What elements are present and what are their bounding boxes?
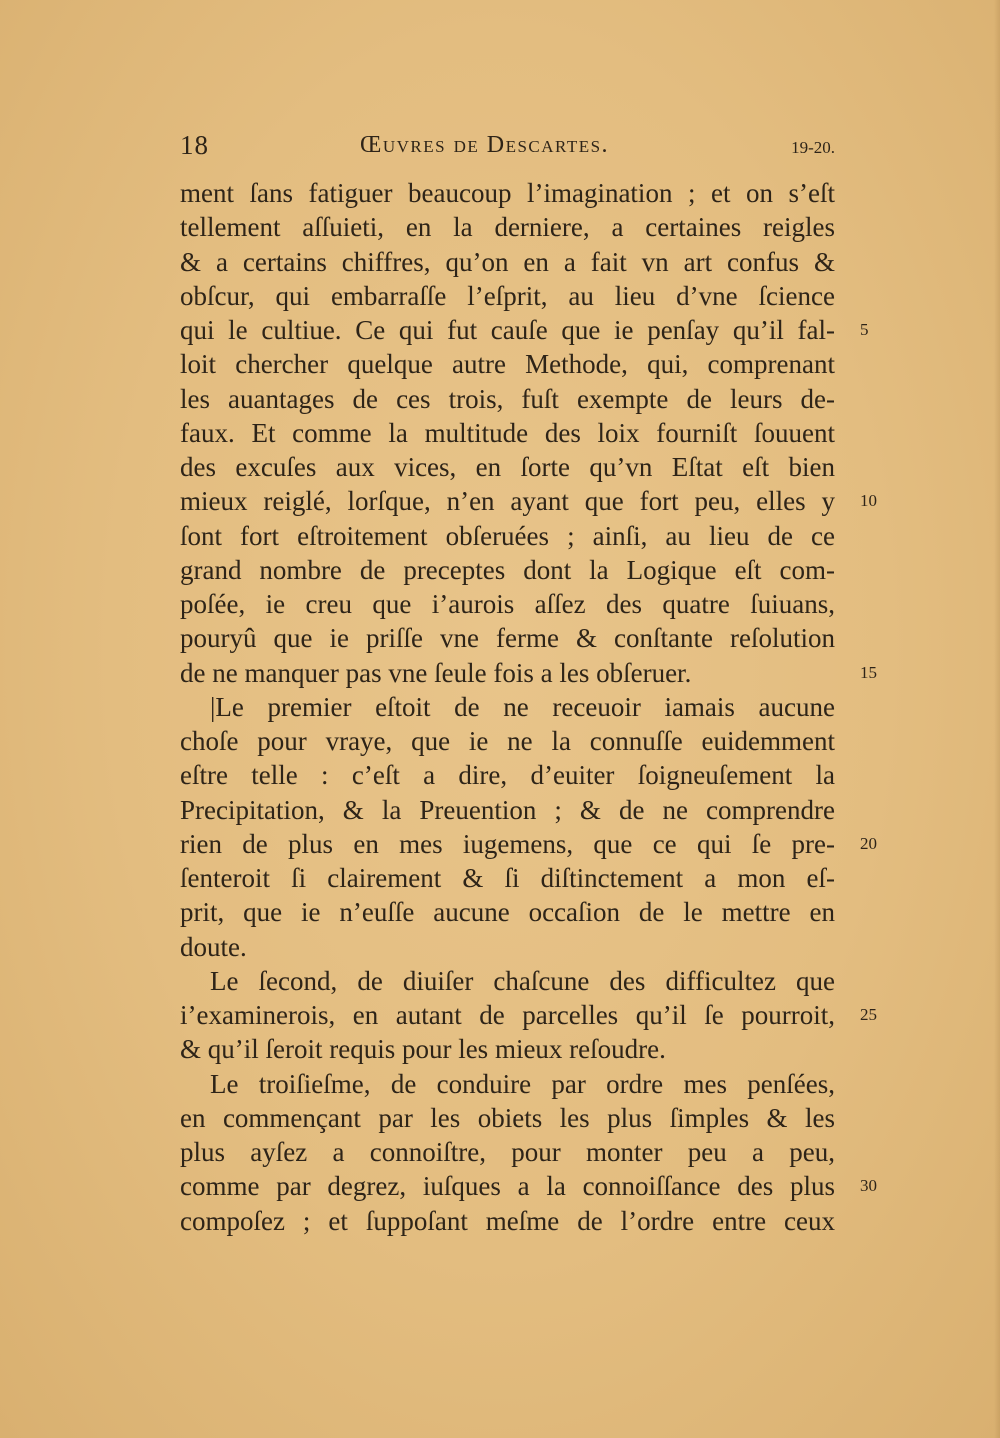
line-text: Precipitation, & la Preuention ; & de ne comprendre [180, 794, 835, 825]
body-text [180, 176, 877, 1238]
line-text: poſée, ie creu que i’aurois aſſez des quatre ſuiuans, [180, 589, 835, 619]
line-text: de ne manquer pas vne ſeule fois a les obſeruer. [180, 657, 692, 688]
text-line [180, 758, 835, 792]
text-line [180, 519, 835, 553]
text-line [180, 176, 835, 210]
text-line [180, 1169, 877, 1203]
margin-line-number: 20 [860, 833, 877, 853]
line-text: loit chercher quelque autre Methode, qui, comprenant [180, 349, 835, 380]
line-text: i’examinerois, en autant de parcelles qu’il ſe pourroit, [180, 1000, 835, 1030]
line-text: & a certains chiffres, qu’on en a fait vn art confus & [180, 246, 835, 277]
margin-line-number: 25 [860, 1005, 877, 1024]
text-line [180, 793, 835, 827]
line-text: obſcur, qui embarraſſe l’eſprit, au lieu d’vne ſcience [180, 280, 835, 311]
text-line [180, 1135, 835, 1169]
line-text: comme par degrez, iuſques a la connoiſſance des plus [180, 1171, 835, 1202]
margin-line-number: 5 [860, 320, 869, 339]
margin-line-number: 15 [860, 662, 877, 682]
line-text: des excuſes aux vices, en ſorte qu’vn Eſtat eſt bien [180, 452, 835, 482]
text-line [180, 895, 835, 929]
text-line [180, 450, 835, 484]
text-line [180, 1067, 835, 1101]
line-text: choſe pour vraye, que ie ne la connuſſe euidemment [180, 726, 835, 756]
line-text: doute. [180, 931, 247, 962]
line-text: pourуû que ie priſſe vne ferme & conſtante reſolution [180, 623, 835, 654]
text-line [180, 1204, 835, 1238]
text-line [180, 553, 835, 587]
text-line [180, 484, 877, 518]
line-text: rien de plus en mes iugemens, que ce qui ſe pre- [180, 828, 835, 859]
line-text: & qu’il ſeroit requis pour les mieux reſoudre. [180, 1034, 666, 1065]
text-line [180, 861, 835, 895]
text-line [180, 724, 835, 758]
text-line [180, 1032, 835, 1066]
line-text: les auantages de ces trois, fuſt exempte de leurs de- [180, 383, 835, 414]
line-text: Le troiſieſme, de conduire par ordre mes penſées, [210, 1068, 835, 1099]
text-line [180, 416, 835, 450]
line-text: en commençant par les obiets les plus ſimples & les [180, 1102, 835, 1133]
line-text: plus ayſez a connoiſtre, pour monter peu a peu, [180, 1137, 835, 1167]
page-number: 18 [180, 130, 209, 160]
text-line [180, 690, 835, 724]
margin-line-number: 10 [860, 491, 877, 511]
text-line [180, 347, 835, 381]
text-line [180, 279, 835, 313]
line-text: mieux reiglé, lorſque, n’en ayant que fort peu, elles y [180, 486, 835, 517]
text-line [180, 656, 877, 690]
text-line [180, 382, 835, 416]
page-reference: 19-20. [791, 138, 835, 157]
text-line [180, 210, 835, 244]
running-header [180, 130, 835, 164]
line-text: Le ſecond, de diuiſer chaſcune des difficultez que [210, 965, 835, 996]
line-text: |Le premier eſtoit de ne receuoir iamais aucune [210, 691, 835, 722]
line-text: ment ſans fatiguer beaucoup l’imagination ; et on s’eſt [180, 178, 835, 208]
line-text: ſenteroit ſi clairement & ſi diſtinctement a mon eſ- [180, 863, 835, 893]
line-text: qui le cultiue. Ce qui fut cauſe que ie penſay qu’il fal- [180, 315, 835, 345]
line-text: grand nombre de preceptes dont la Logique eſt com- [180, 554, 835, 585]
running-title: Œuvres de Descartes. [360, 132, 610, 158]
line-text: tellement aſſuieti, en la derniere, a certaines reigles [180, 212, 835, 243]
text-line [180, 245, 835, 279]
line-text: ſont fort eſtroitement obſeruées ; ainſi, au lieu de ce [180, 520, 835, 551]
text-line [180, 930, 835, 964]
line-text: faux. Et comme la multitude des loix fourniſt ſouuent [180, 417, 835, 448]
text-line [180, 1101, 835, 1135]
text-line [180, 313, 869, 347]
line-text: compoſez ; et ſuppoſant meſme de l’ordre entre ceux [180, 1205, 835, 1236]
text-line [180, 964, 835, 998]
text-line [180, 587, 835, 621]
line-text: eſtre telle : c’eſt a dire, d’euiter ſoigneuſement la [180, 760, 835, 791]
text-line [180, 827, 877, 861]
margin-line-number: 30 [860, 1176, 877, 1196]
page-edge-shadow [994, 0, 1000, 1438]
line-text: prit, que ie n’euſſe aucune occaſion de le mettre en [180, 897, 835, 928]
text-line [180, 621, 835, 655]
text-line [180, 998, 877, 1032]
